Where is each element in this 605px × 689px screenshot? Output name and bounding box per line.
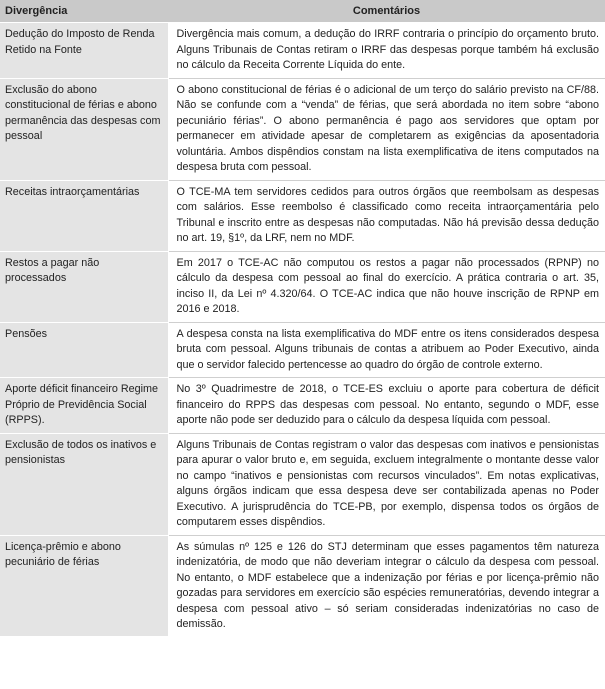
table-row	[0, 251, 605, 322]
row-label: Receitas intraorçamentárias	[0, 180, 168, 251]
row-label: Exclusão de todos os inativos e pensionistas	[0, 433, 168, 535]
table-row	[0, 535, 605, 637]
table-row	[0, 322, 605, 378]
row-label: Exclusão do abono constitucional de férias e abono permanência das despesas com pessoal	[0, 78, 168, 180]
table-row	[0, 433, 605, 535]
row-label: Aporte déficit financeiro Regime Próprio de Previdência Social (RPPS).	[0, 378, 168, 434]
row-label: Restos a pagar não processados	[0, 251, 168, 322]
row-comment: A despesa consta na lista exemplificativa do MDF entre os itens considerados despesa bruta com pessoal. Alguns tribunais de contas a atribuem ao Poder Executivo, ainda que o servidor falecido pertencesse ao quadro do órgão de controle externo.	[168, 322, 605, 378]
row-label: Pensões	[0, 322, 168, 378]
row-comment: As súmulas nº 125 e 126 do STJ determinam que esses pagamentos têm natureza indenizatória, de modo que não deveriam integrar o cálculo da despesa com pessoal. No entanto, o MDF estabelece que a indenização por férias e por licença-prêmio não gozadas para servidores em exercício são espécies remuneratórias, devendo integrar a despesa com pessoal ativo – só seriam consideradas indenizatórias no caso de demissão.	[168, 535, 605, 637]
row-comment: O abono constitucional de férias é o adicional de um terço do salário previsto na CF/88. Não se confunde com a “venda” de férias, que será abordada no item sobre “abono pecuniário férias”. O abono permanência é pago aos servidores que optam por permanecer em atividade apesar de completarem as exigências da aposentadoria voluntária. Ambos dispêndios constam na lista exemplificativa de itens computados na despesa bruta com pessoal.	[168, 78, 605, 180]
row-label: Dedução do Imposto de Renda Retido na Fonte	[0, 23, 168, 79]
table-header	[0, 0, 605, 23]
table-row	[0, 78, 605, 180]
table-row	[0, 180, 605, 251]
column-header-divergencia: Divergência	[0, 0, 168, 23]
row-comment: Em 2017 o TCE-AC não computou os restos a pagar não processados (RPNP) no cálculo da despesa com pessoal ao final do exercício. A prática contraria o art. 35, inciso II, da Lei nº 4.320/64. O TCE-AC indica que não houve inscrição de RPNP em 2016 e 2018.	[168, 251, 605, 322]
row-comment: Alguns Tribunais de Contas registram o valor das despesas com inativos e pensionistas para apurar o valor bruto e, em seguida, excluem integralmente o montante desse valor no campo “inativos e pensionistas com recursos vinculados”. Em notas explicativas, alguns órgãos indicam que essa despesa deve ser contabilizada apenas no Poder Executivo. A jurisprudência do TCE-PB, por exemplo, dispensa todos os órgãos de computarem esses dispêndios.	[168, 433, 605, 535]
column-header-comentarios: Comentários	[168, 0, 605, 23]
row-comment: O TCE-MA tem servidores cedidos para outros órgãos que reembolsam as despesas com salários. Esse reembolso é classificado como receita intraorçamentária pelo Tribunal e inscrito entre as despesas não computadas. Não há previsão dessa dedução no art. 19, §1º, da LRF, nem no MDF.	[168, 180, 605, 251]
row-comment: No 3º Quadrimestre de 2018, o TCE-ES excluiu o aporte para cobertura de déficit financeiro do RPPS das despesas com pessoal. No entanto, segundo o MDF, esse aporte não pode ser deduzido para o cálculo da despesa líquida com pessoal.	[168, 378, 605, 434]
table-row	[0, 378, 605, 434]
table-row	[0, 23, 605, 79]
row-label: Licença-prêmio e abono pecuniário de férias	[0, 535, 168, 637]
row-comment: Divergência mais comum, a dedução do IRRF contraria o princípio do orçamento bruto. Alguns Tribunais de Contas retiram o IRRF das despesas porque também há exclusão no cálculo da Receita Corrente Líquida do ente.	[168, 23, 605, 79]
